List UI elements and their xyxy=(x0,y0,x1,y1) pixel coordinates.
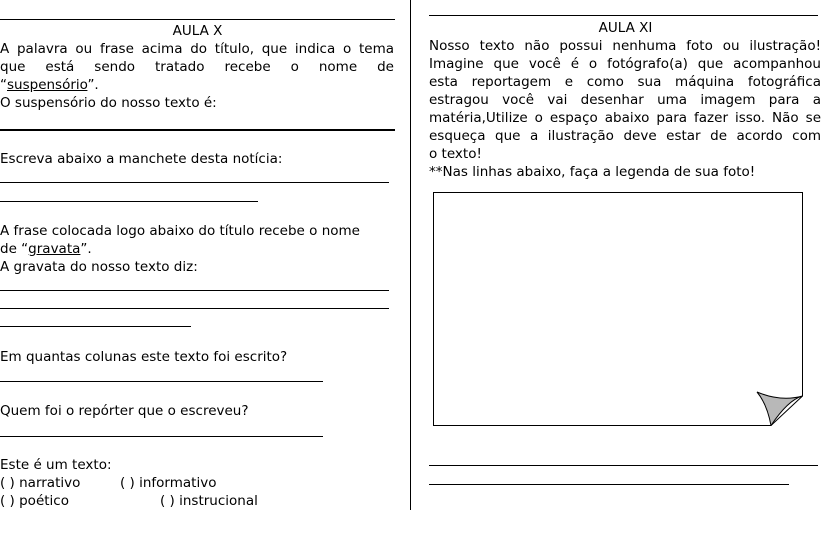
instruction-line-1: Nosso texto não possui nenhuma foto ou ilustração! xyxy=(429,38,821,54)
suspensorio-text-line-2: que está sendo tratado recebe o nome de xyxy=(0,59,394,75)
suspensorio-question: O suspensório do nosso texto é: xyxy=(0,95,217,111)
top-rule-right xyxy=(429,15,818,16)
option-narrativo[interactable]: ( ) narrativo xyxy=(0,475,81,491)
legend-instruction: **Nas linhas abaixo, faça a legenda de sua foto! xyxy=(429,164,756,180)
suspensorio-term: suspensório xyxy=(7,77,88,93)
gravata-text-line-1: A frase colocada logo abaixo do título recebe o nome xyxy=(0,223,360,239)
gravata-answer-line-3[interactable] xyxy=(0,326,191,327)
aula-x-title: AULA X xyxy=(172,23,223,39)
suspensorio-text-line-1: A palavra ou frase acima do título, que indica o tema xyxy=(0,41,394,57)
manchete-answer-line-2[interactable] xyxy=(0,201,258,202)
option-poetico[interactable]: ( ) poético xyxy=(0,493,69,509)
manchete-question: Escreva abaixo a manchete desta notícia: xyxy=(0,151,283,167)
colunas-answer-line[interactable] xyxy=(0,381,323,382)
caption-line-2[interactable] xyxy=(429,484,789,485)
gravata-answer-line-2[interactable] xyxy=(0,308,389,309)
gravata-term: gravata xyxy=(28,241,81,257)
manchete-answer-line-1[interactable] xyxy=(0,182,389,183)
aula-xi-title: AULA XI xyxy=(598,20,653,36)
instruction-line-7: o texto! xyxy=(429,146,482,162)
reporter-question: Quem foi o repórter que o escreveu? xyxy=(0,403,249,419)
instruction-line-4: estragou você vai desenhar uma imagem para a xyxy=(429,92,821,108)
instruction-line-6: esqueça que a ilustração deve estar de acordo com xyxy=(429,128,821,144)
option-informativo[interactable]: ( ) informativo xyxy=(120,475,217,491)
instruction-line-2: Imagine que você é o fotógrafo(a) que acompanhou xyxy=(429,56,821,72)
text-type-label: Este é um texto: xyxy=(0,457,112,473)
gravata-answer-line-1[interactable] xyxy=(0,290,389,291)
gravata-question: A gravata do nosso texto diz: xyxy=(0,259,198,275)
suspensorio-term-line: “suspensório”. xyxy=(0,77,99,93)
reporter-answer-line[interactable] xyxy=(0,436,323,437)
top-rule xyxy=(0,19,395,20)
instruction-line-5: matéria,Utilize o espaço abaixo para fazer isso. Não se xyxy=(429,110,821,126)
option-instrucional[interactable]: ( ) instrucional xyxy=(160,493,258,509)
suspensorio-answer-line[interactable] xyxy=(0,129,395,131)
colunas-question: Em quantas colunas este texto foi escrito? xyxy=(0,349,288,365)
gravata-term-line: de “gravata”. xyxy=(0,241,92,257)
column-divider xyxy=(410,0,411,510)
caption-line-1[interactable] xyxy=(429,465,818,466)
photo-drawing-area[interactable] xyxy=(433,192,803,426)
instruction-line-3: esta reportagem e como sua máquina fotográfica xyxy=(429,74,821,90)
